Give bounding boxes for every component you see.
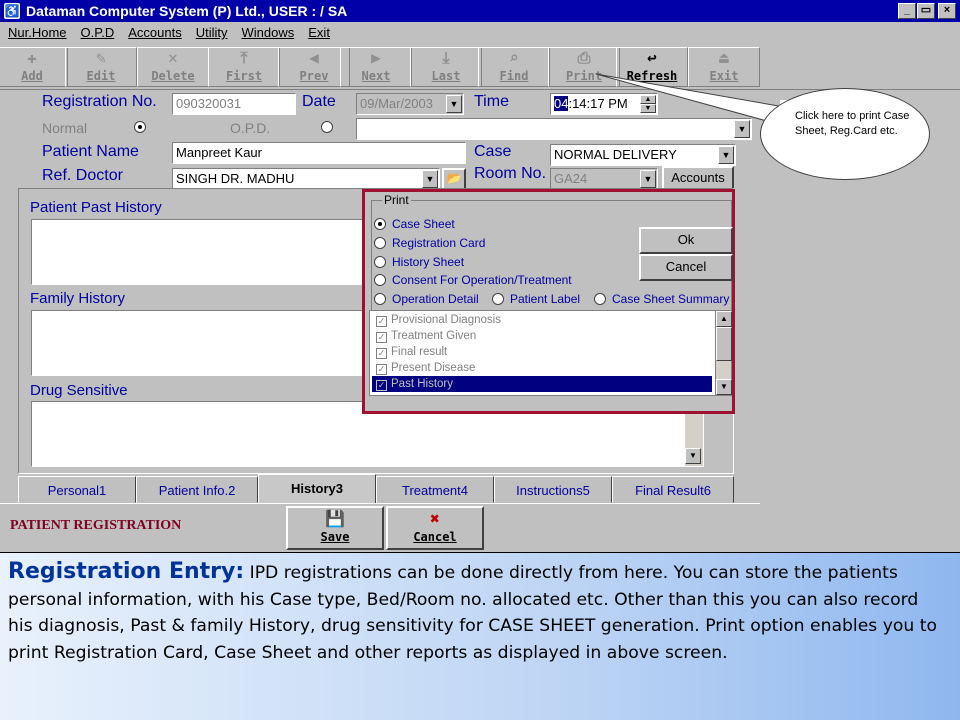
ok-button[interactable]: Ok	[639, 227, 733, 254]
tab-instructions[interactable]: Instructions5	[494, 476, 612, 503]
opd-label: O.P.D.	[230, 120, 271, 136]
accounts-button[interactable]: Accounts	[662, 166, 734, 190]
scroll-thumb[interactable]	[716, 327, 732, 361]
checkbox-icon[interactable]: ✓	[377, 380, 386, 390]
print-sections-list[interactable]	[369, 310, 732, 396]
tab-patient-info[interactable]: Patient Info.2	[136, 476, 258, 503]
patient-label-label: Patient Label	[510, 292, 581, 306]
cancel-icon: ✖	[430, 509, 440, 528]
minimize-button[interactable]: _	[898, 3, 916, 19]
toolbar	[0, 44, 960, 90]
ref-doctor-dropdown-icon[interactable]: ▼	[422, 170, 438, 188]
patient-label-radio[interactable]	[492, 293, 504, 305]
delete-icon: ✕	[168, 48, 178, 67]
last-button[interactable]: ⤓ Last	[410, 47, 482, 87]
case-sheet-summary-radio[interactable]	[594, 293, 606, 305]
next-button[interactable]: ▶ Next	[340, 47, 412, 87]
description-heading: Registration Entry:	[8, 559, 245, 584]
case-label: Case	[474, 143, 512, 160]
history-sheet-radio[interactable]	[374, 256, 386, 268]
list-item[interactable]: ✓ Final result	[377, 346, 448, 358]
exit-button[interactable]: ⏏ Exit	[688, 47, 760, 87]
tab-history[interactable]: History3	[258, 474, 376, 504]
ref-doctor-label: Ref. Doctor	[42, 167, 123, 184]
spin-up-icon[interactable]: ▲	[640, 95, 656, 104]
edit-button[interactable]: ✎ Edit	[65, 47, 137, 87]
prev-icon: ◀	[309, 48, 319, 67]
tab-personal[interactable]: Personal1	[18, 476, 136, 503]
date-label: Date	[302, 93, 336, 110]
opd-radio[interactable]	[321, 121, 333, 133]
spin-down-icon[interactable]: ▼	[640, 104, 656, 113]
exit-icon: ⏏	[719, 48, 729, 67]
tab-treatment[interactable]: Treatment4	[376, 476, 494, 503]
app-icon[interactable]: ♿	[4, 4, 20, 18]
normal-label: Normal	[42, 120, 88, 136]
folder-open-icon[interactable]: 📂	[442, 168, 466, 190]
past-history-textarea[interactable]	[31, 219, 371, 285]
tab-final-result[interactable]: Final Result6	[612, 476, 734, 503]
patient-name-field[interactable]: Manpreet Kaur	[172, 142, 466, 164]
checkbox-icon[interactable]: ✓	[377, 316, 386, 326]
list-item[interactable]: ✓ Treatment Given	[377, 330, 477, 342]
room-label: Room No.	[474, 165, 547, 182]
family-history-textarea[interactable]	[31, 310, 371, 376]
print-group-title: Print	[384, 193, 409, 207]
menu-windows[interactable]: Windows	[241, 25, 295, 40]
patient-name-label: Patient Name	[42, 143, 139, 160]
description-text	[8, 559, 938, 666]
consent-radio[interactable]	[374, 274, 386, 286]
list-scrollbar[interactable]	[715, 311, 731, 395]
prev-button[interactable]: ◀ Prev	[278, 47, 350, 87]
operation-detail-radio[interactable]	[374, 293, 386, 305]
date-field[interactable]: 09/Mar/2003 ▼	[356, 93, 464, 115]
edit-icon: ✎	[96, 48, 106, 67]
menu-utility[interactable]: Utility	[195, 25, 228, 40]
case-select[interactable]: NORMAL DELIVERY ▼	[550, 144, 736, 166]
time-field[interactable]: 04:14:17 PM ▲ ▼	[550, 93, 658, 115]
find-button[interactable]: ⌕ Find	[478, 47, 550, 87]
past-history-label: Patient Past History	[30, 199, 162, 216]
menu-nur-home[interactable]: Nur.Home	[8, 25, 67, 40]
first-button[interactable]: ⤒ First	[208, 47, 280, 87]
tab-strip	[18, 476, 734, 503]
checkbox-icon[interactable]: ✓	[377, 348, 386, 358]
scroll-up-icon[interactable]: ▲	[716, 311, 732, 327]
ref-doctor-select[interactable]: SINGH DR. MADHU ▼	[172, 168, 440, 190]
case-dropdown-icon[interactable]: ▼	[718, 146, 734, 164]
menu-opd[interactable]: O.P.D	[80, 25, 115, 40]
date-dropdown-icon[interactable]: ▼	[446, 95, 462, 113]
case-sheet-summary-label: Case Sheet Summary	[612, 292, 730, 306]
reg-no-label: Registration No.	[42, 93, 157, 110]
scroll-down-icon[interactable]: ▼	[685, 448, 701, 464]
close-button[interactable]: ×	[938, 3, 956, 19]
title-bar	[0, 0, 960, 22]
refresh-icon: ↩	[647, 48, 657, 67]
registration-card-radio[interactable]	[374, 237, 386, 249]
checkbox-icon[interactable]: ✓	[377, 364, 386, 374]
plus-icon: ✚	[27, 48, 37, 67]
reg-no-field[interactable]: 090320031	[172, 93, 296, 115]
room-select[interactable]: GA24 ▼	[550, 168, 658, 190]
operation-detail-label: Operation Detail	[392, 292, 479, 306]
floppy-disk-icon: 💾	[325, 509, 345, 528]
maximize-button[interactable]: ▭	[917, 3, 935, 19]
menu-accounts[interactable]: Accounts	[128, 25, 182, 40]
window-title: Dataman Computer System (P) Ltd., USER : / SA	[26, 3, 348, 19]
print-dialog	[362, 189, 735, 414]
printer-icon: ⎙	[577, 48, 591, 67]
consent-label: Consent For Operation/Treatment	[392, 273, 572, 287]
history-sheet-label: History Sheet	[392, 255, 465, 269]
print-options-group	[371, 193, 732, 314]
registration-card-label: Registration Card	[392, 236, 486, 250]
time-label: Time	[474, 93, 509, 110]
description-panel	[0, 552, 960, 720]
refresh-button[interactable]: ↩ Refresh	[616, 47, 688, 87]
room-dropdown-icon[interactable]: ▼	[640, 170, 656, 188]
cancel-button[interactable]: ✖ Cancel	[386, 506, 484, 550]
menu-exit[interactable]: Exit	[308, 25, 330, 40]
list-item-selected[interactable]: ✓ Past History	[372, 376, 712, 392]
opd-dropdown-icon[interactable]: ▼	[734, 120, 750, 138]
case-sheet-label: Case Sheet	[392, 217, 455, 231]
list-item[interactable]: ✓ Provisional Diagnosis	[377, 314, 501, 326]
checkbox-icon[interactable]: ✓	[377, 332, 386, 342]
add-button[interactable]: ✚ Add	[0, 47, 68, 87]
last-icon: ⤓	[442, 48, 450, 67]
description-body: IPD registrations can be done directly from here. You can store the patients personal information, with his Case type, Bed/Room no. allocated etc. Other than this you can also record his diagnosis, Past & family History, drug sensitivity for CASE SHEET generation. Print option enables you to print Registration Card, Case Sheet and other reports as displayed in above screen.	[8, 563, 937, 663]
first-icon: ⤒	[240, 48, 248, 67]
drug-sensitive-label: Drug Sensitive	[30, 382, 128, 399]
next-icon: ▶	[371, 48, 381, 67]
print-callout: Click here to print Case Sheet, Reg.Card etc.	[760, 88, 930, 180]
family-history-label: Family History	[30, 290, 126, 307]
save-button[interactable]: 💾 Save	[286, 506, 384, 550]
menu-bar	[0, 22, 960, 44]
delete-button[interactable]: ✕ Delete	[137, 47, 209, 87]
dialog-cancel-button[interactable]: Cancel	[639, 254, 733, 281]
screen-title: PATIENT REGISTRATION	[10, 518, 182, 533]
binoculars-icon: ⌕	[509, 48, 519, 67]
list-item[interactable]: ✓ Present Disease	[377, 362, 476, 374]
scroll-down-icon[interactable]: ▼	[716, 379, 732, 395]
normal-radio[interactable]	[134, 121, 146, 133]
case-sheet-radio[interactable]	[374, 218, 386, 230]
bottom-bar	[0, 503, 760, 551]
print-button[interactable]: ⎙ Print	[548, 47, 620, 87]
